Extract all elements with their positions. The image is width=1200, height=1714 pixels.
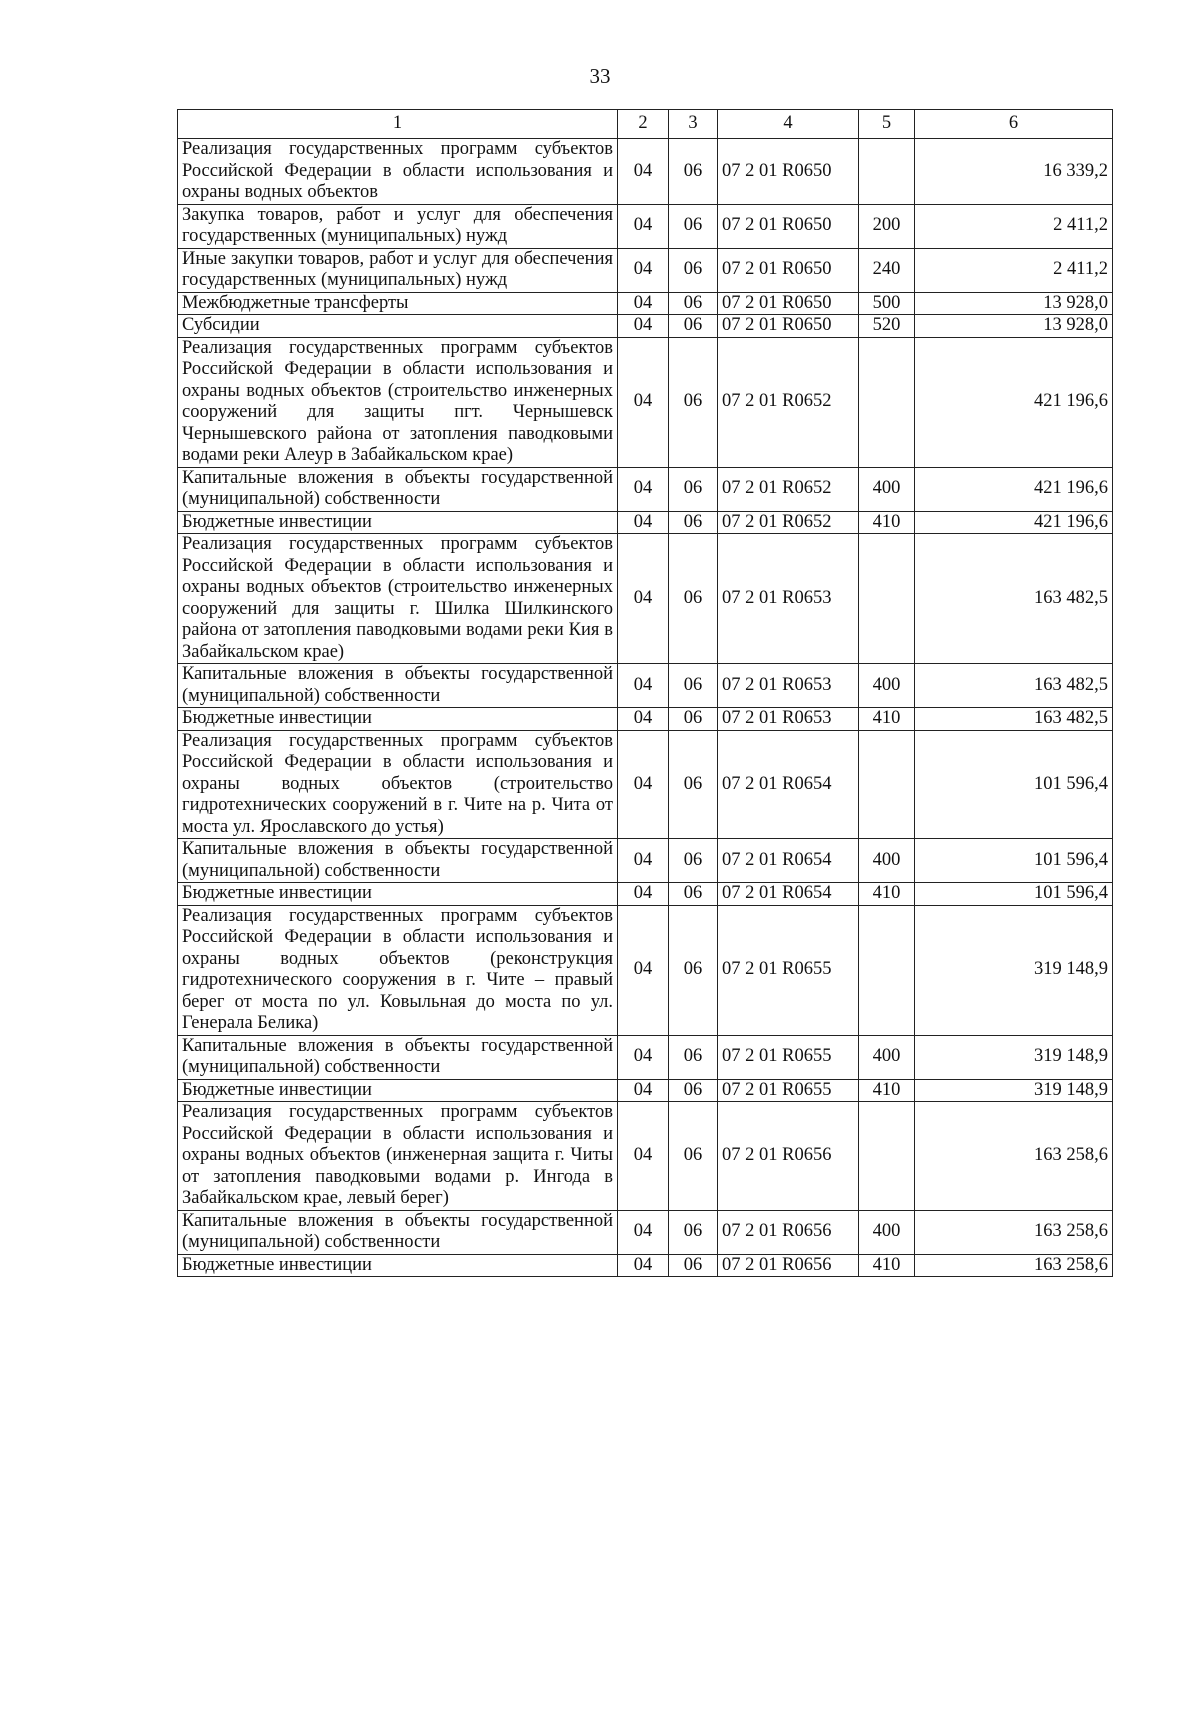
row-name: Бюджетные инвестиции — [178, 708, 618, 731]
subsection-code: 06 — [669, 664, 718, 708]
header-row — [178, 110, 1113, 139]
subsection-code: 06 — [669, 1210, 718, 1254]
row-name: Реализация государственных программ субъектов Российской Федерации в области использования и охраны водных объектов (реконструкция гидротехнического сооружения в г. Чите – правый берег от моста по ул. Ковыльная до моста по ул. Генерала Белика) — [178, 905, 618, 1035]
expense-type-code — [859, 337, 915, 467]
target-article-code: 07 2 01 R0650 — [718, 204, 859, 248]
subsection-code: 06 — [669, 248, 718, 292]
amount: 319 148,9 — [915, 905, 1113, 1035]
amount: 101 596,4 — [915, 839, 1113, 883]
amount: 421 196,6 — [915, 337, 1113, 467]
table-row — [178, 204, 1113, 248]
target-article-code: 07 2 01 R0652 — [718, 467, 859, 511]
section-code: 04 — [618, 534, 669, 664]
table-row — [178, 1254, 1113, 1277]
row-name: Бюджетные инвестиции — [178, 883, 618, 906]
target-article-code: 07 2 01 R0653 — [718, 708, 859, 731]
section-code: 04 — [618, 467, 669, 511]
amount: 101 596,4 — [915, 730, 1113, 839]
target-article-code: 07 2 01 R0650 — [718, 139, 859, 205]
amount: 163 482,5 — [915, 708, 1113, 731]
row-name: Реализация государственных программ субъектов Российской Федерации в области использования и охраны водных объектов (инженерная защита г. Читы от затопления паводковыми водами р. Ингода в Забайкальском крае, левый берег) — [178, 1102, 618, 1211]
target-article-code: 07 2 01 R0656 — [718, 1210, 859, 1254]
section-code: 04 — [618, 204, 669, 248]
expense-type-code: 410 — [859, 511, 915, 534]
expense-type-code: 410 — [859, 1254, 915, 1277]
expense-type-code: 400 — [859, 467, 915, 511]
expense-type-code: 240 — [859, 248, 915, 292]
subsection-code: 06 — [669, 883, 718, 906]
section-code: 04 — [618, 139, 669, 205]
target-article-code: 07 2 01 R0650 — [718, 248, 859, 292]
target-article-code: 07 2 01 R0655 — [718, 1079, 859, 1102]
row-name: Капитальные вложения в объекты государственной (муниципальной) собственности — [178, 664, 618, 708]
amount: 13 928,0 — [915, 292, 1113, 315]
section-code: 04 — [618, 1079, 669, 1102]
row-name: Бюджетные инвестиции — [178, 1079, 618, 1102]
target-article-code: 07 2 01 R0655 — [718, 905, 859, 1035]
expense-type-code — [859, 139, 915, 205]
column-header: 3 — [669, 110, 718, 139]
expense-type-code — [859, 1102, 915, 1211]
row-name: Субсидии — [178, 315, 618, 338]
subsection-code: 06 — [669, 204, 718, 248]
subsection-code: 06 — [669, 839, 718, 883]
row-name: Капитальные вложения в объекты государственной (муниципальной) собственности — [178, 839, 618, 883]
table-row — [178, 1035, 1113, 1079]
table-row — [178, 337, 1113, 467]
amount: 421 196,6 — [915, 511, 1113, 534]
row-name: Иные закупки товаров, работ и услуг для обеспечения государственных (муниципальных) нужд — [178, 248, 618, 292]
column-header: 1 — [178, 110, 618, 139]
expense-type-code: 410 — [859, 883, 915, 906]
row-name: Реализация государственных программ субъектов Российской Федерации в области использования и охраны водных объектов (строительство инженерных сооружений для защиты г. Шилка Шилкинского района от затопления паводковыми водами реки Кия в Забайкальском крае) — [178, 534, 618, 664]
column-header: 2 — [618, 110, 669, 139]
target-article-code: 07 2 01 R0655 — [718, 1035, 859, 1079]
section-code: 04 — [618, 1102, 669, 1211]
section-code: 04 — [618, 708, 669, 731]
expense-type-code: 400 — [859, 1210, 915, 1254]
table-row — [178, 708, 1113, 731]
subsection-code: 06 — [669, 1035, 718, 1079]
row-name: Капитальные вложения в объекты государственной (муниципальной) собственности — [178, 1035, 618, 1079]
table-row — [178, 730, 1113, 839]
amount: 163 482,5 — [915, 664, 1113, 708]
table-row — [178, 315, 1113, 338]
target-article-code: 07 2 01 R0650 — [718, 315, 859, 338]
table-row — [178, 511, 1113, 534]
subsection-code: 06 — [669, 315, 718, 338]
target-article-code: 07 2 01 R0654 — [718, 883, 859, 906]
expense-type-code — [859, 534, 915, 664]
target-article-code: 07 2 01 R0653 — [718, 664, 859, 708]
budget-table — [177, 109, 1113, 1277]
target-article-code: 07 2 01 R0653 — [718, 534, 859, 664]
target-article-code: 07 2 01 R0650 — [718, 292, 859, 315]
target-article-code: 07 2 01 R0652 — [718, 337, 859, 467]
expense-type-code: 520 — [859, 315, 915, 338]
subsection-code: 06 — [669, 1079, 718, 1102]
table-row — [178, 139, 1113, 205]
expense-type-code — [859, 905, 915, 1035]
amount: 421 196,6 — [915, 467, 1113, 511]
section-code: 04 — [618, 1210, 669, 1254]
section-code: 04 — [618, 1254, 669, 1277]
table-row — [178, 1210, 1113, 1254]
section-code: 04 — [618, 883, 669, 906]
row-name: Капитальные вложения в объекты государственной (муниципальной) собственности — [178, 1210, 618, 1254]
table-row — [178, 1102, 1113, 1211]
expense-type-code — [859, 730, 915, 839]
expense-type-code: 200 — [859, 204, 915, 248]
table-row — [178, 905, 1113, 1035]
amount: 319 148,9 — [915, 1079, 1113, 1102]
section-code: 04 — [618, 337, 669, 467]
table-row — [178, 839, 1113, 883]
amount: 2 411,2 — [915, 204, 1113, 248]
subsection-code: 06 — [669, 730, 718, 839]
page-number: 33 — [589, 64, 611, 88]
subsection-code: 06 — [669, 905, 718, 1035]
amount: 2 411,2 — [915, 248, 1113, 292]
row-name: Закупка товаров, работ и услуг для обеспечения государственных (муниципальных) нужд — [178, 204, 618, 248]
table-body — [178, 139, 1113, 1277]
section-code: 04 — [618, 730, 669, 839]
expense-type-code: 410 — [859, 1079, 915, 1102]
target-article-code: 07 2 01 R0654 — [718, 730, 859, 839]
amount: 101 596,4 — [915, 883, 1113, 906]
section-code: 04 — [618, 905, 669, 1035]
expense-type-code: 410 — [859, 708, 915, 731]
table-row — [178, 664, 1113, 708]
subsection-code: 06 — [669, 467, 718, 511]
expense-type-code: 400 — [859, 839, 915, 883]
amount: 13 928,0 — [915, 315, 1113, 338]
row-name: Бюджетные инвестиции — [178, 1254, 618, 1277]
column-header: 4 — [718, 110, 859, 139]
target-article-code: 07 2 01 R0654 — [718, 839, 859, 883]
row-name: Межбюджетные трансферты — [178, 292, 618, 315]
expense-type-code: 500 — [859, 292, 915, 315]
table-row — [178, 467, 1113, 511]
target-article-code: 07 2 01 R0656 — [718, 1254, 859, 1277]
row-name: Реализация государственных программ субъектов Российской Федерации в области использования и охраны водных объектов (строительство инженерных сооружений для защиты пгт. Чернышевск Чернышевского района от затопления паводковыми водами реки Алеур в Забайкальском крае) — [178, 337, 618, 467]
table-row — [178, 248, 1113, 292]
subsection-code: 06 — [669, 534, 718, 664]
section-code: 04 — [618, 248, 669, 292]
amount: 16 339,2 — [915, 139, 1113, 205]
target-article-code: 07 2 01 R0656 — [718, 1102, 859, 1211]
table-row — [178, 1079, 1113, 1102]
amount: 319 148,9 — [915, 1035, 1113, 1079]
section-code: 04 — [618, 664, 669, 708]
section-code: 04 — [618, 1035, 669, 1079]
target-article-code: 07 2 01 R0652 — [718, 511, 859, 534]
subsection-code: 06 — [669, 337, 718, 467]
section-code: 04 — [618, 315, 669, 338]
column-header: 6 — [915, 110, 1113, 139]
subsection-code: 06 — [669, 1102, 718, 1211]
subsection-code: 06 — [669, 292, 718, 315]
row-name: Реализация государственных программ субъектов Российской Федерации в области использования и охраны водных объектов (строительство гидротехнических сооружений в г. Чите на р. Чита от моста ул. Ярославского до устья) — [178, 730, 618, 839]
amount: 163 258,6 — [915, 1254, 1113, 1277]
column-header: 5 — [859, 110, 915, 139]
row-name: Реализация государственных программ субъектов Российской Федерации в области использования и охраны водных объектов — [178, 139, 618, 205]
table-row — [178, 292, 1113, 315]
subsection-code: 06 — [669, 1254, 718, 1277]
section-code: 04 — [618, 292, 669, 315]
row-name: Бюджетные инвестиции — [178, 511, 618, 534]
subsection-code: 06 — [669, 139, 718, 205]
expense-type-code: 400 — [859, 664, 915, 708]
section-code: 04 — [618, 839, 669, 883]
table-row — [178, 883, 1113, 906]
table-row — [178, 534, 1113, 664]
subsection-code: 06 — [669, 708, 718, 731]
row-name: Капитальные вложения в объекты государственной (муниципальной) собственности — [178, 467, 618, 511]
amount: 163 482,5 — [915, 534, 1113, 664]
amount: 163 258,6 — [915, 1102, 1113, 1211]
expense-type-code: 400 — [859, 1035, 915, 1079]
amount: 163 258,6 — [915, 1210, 1113, 1254]
section-code: 04 — [618, 511, 669, 534]
subsection-code: 06 — [669, 511, 718, 534]
